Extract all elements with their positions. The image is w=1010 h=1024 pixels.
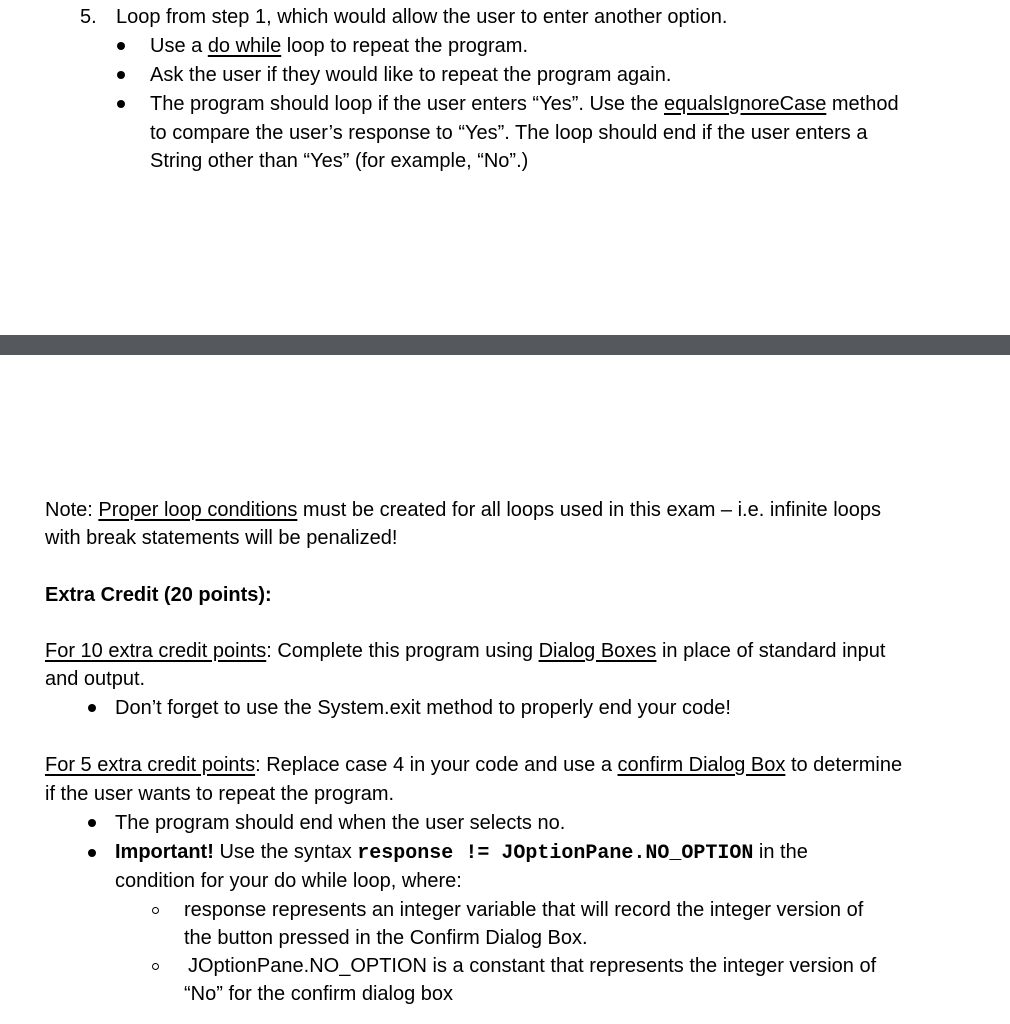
note-line-2: with break statements will be penalized! [45, 527, 398, 549]
step-heading: Loop from step 1, which would allow the user to enter another option. [116, 6, 728, 28]
bullet-icon [88, 849, 96, 857]
equalsignorecase-term: equalsIgnoreCase [663, 93, 827, 115]
step-number: 5. [80, 6, 97, 28]
step5-bullet-3: The program should loop if the user enters “Yes”. Use the equalsIgnoreCase method [150, 93, 899, 115]
ec5-line-1: For 5 extra credit points: Replace case 4 in your code and use a confirm Dialog Box to determine [45, 754, 903, 776]
do-while-term: do while [207, 35, 282, 57]
dialog-boxes-term: Dialog Boxes [538, 640, 657, 662]
sub-bullet-icon [152, 963, 159, 970]
ec5-bullet-1: The program should end when the user selects no. [115, 812, 566, 834]
bullet-icon [88, 704, 96, 712]
ec5-line-2: if the user wants to repeat the program. [45, 783, 395, 805]
step5-bullet-3-line-3: String other than “Yes” (for example, “No”.) [150, 150, 529, 172]
ec5-bullet-2: Important! Use the syntax response != JOptionPane.NO_OPTION in the [115, 841, 808, 865]
confirm-dialog-box-term: confirm Dialog Box [617, 754, 786, 776]
sub-bullet-1-line-2: the button pressed in the Confirm Dialog Box. [184, 927, 588, 949]
bullet-icon [117, 100, 125, 108]
code-snippet: response != JOptionPane.NO_OPTION [357, 842, 754, 865]
step5-bullet-1: Use a do while loop to repeat the program. [150, 35, 529, 57]
ec5-label: For 5 extra credit points [45, 754, 256, 776]
sub-bullet-icon [152, 907, 159, 914]
bullet-icon [117, 71, 125, 79]
important-label: Important! [115, 841, 214, 863]
proper-loop-conditions-term: Proper loop conditions [98, 499, 298, 521]
sub-bullet-2: JOptionPane.NO_OPTION is a constant that represents the integer version of [188, 955, 877, 977]
ec10-bullet-1: Don’t forget to use the System.exit method to properly end your code! [115, 697, 731, 719]
sub-bullet-1: response represents an integer variable that will record the integer version of [184, 899, 864, 921]
bullet-icon [117, 42, 125, 50]
ec10-line-1: For 10 extra credit points: Complete this program using Dialog Boxes in place of standard input [45, 640, 886, 662]
ec10-label: For 10 extra credit points [45, 640, 267, 662]
ec10-line-2: and output. [45, 668, 146, 690]
bullet-icon [88, 819, 96, 827]
page-divider [0, 335, 1010, 355]
step5-bullet-3-line-2: to compare the user’s response to “Yes”. The loop should end if the user enters a [150, 122, 868, 144]
extra-credit-heading: Extra Credit (20 points): [45, 584, 272, 606]
sub-bullet-2-line-2: “No” for the confirm dialog box [184, 983, 454, 1005]
step5-bullet-2: Ask the user if they would like to repeat the program again. [150, 64, 672, 86]
note-line-1: Note: Proper loop conditions must be created for all loops used in this exam – i.e. infinite loops [45, 499, 882, 521]
ec5-bullet-2-line-2: condition for your do while loop, where: [115, 870, 462, 892]
